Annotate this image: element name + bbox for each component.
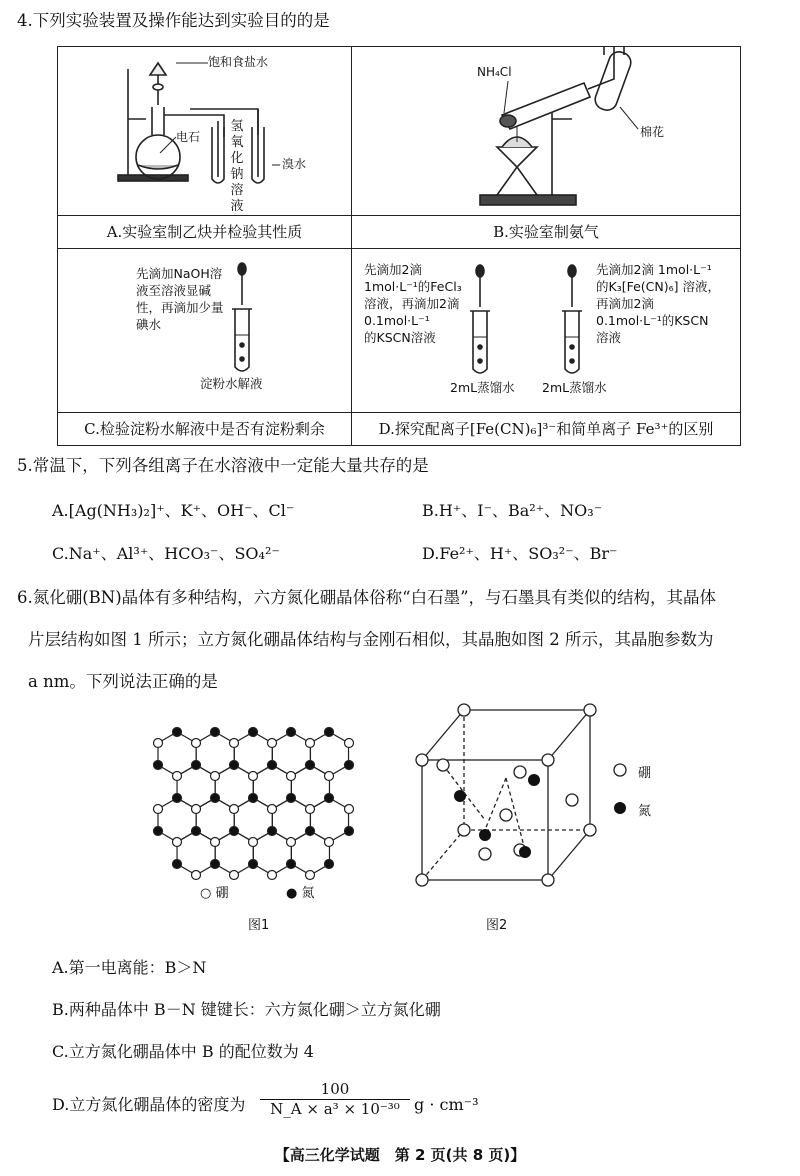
nitrogen-atom bbox=[325, 860, 334, 869]
fig2-legend-nitrogen: 氮 bbox=[638, 804, 652, 819]
hexagon-ring bbox=[215, 831, 253, 875]
q5-option-d: D.Fe²⁺、H⁺、SO₃²⁻、Br⁻ bbox=[422, 544, 618, 563]
boron-atom bbox=[192, 739, 201, 748]
nitrogen-atom bbox=[306, 761, 315, 770]
boron-atom bbox=[268, 805, 277, 814]
boron-atom bbox=[325, 838, 334, 847]
cubic-bn-unit-cell bbox=[410, 700, 670, 900]
nitrogen-atom bbox=[154, 827, 163, 836]
hexagon-ring bbox=[253, 765, 291, 809]
hexagon-ring bbox=[272, 798, 310, 842]
boron-atom bbox=[173, 838, 182, 847]
hexagon-ring bbox=[310, 732, 348, 776]
boron-atom bbox=[192, 805, 201, 814]
hexagon-ring bbox=[272, 732, 310, 776]
nitrogen-atom bbox=[211, 860, 220, 869]
q6-option-b: B.两种晶体中 B－N 键键长：六方氮化硼＞立方氮化硼 bbox=[52, 1000, 441, 1019]
q5-option-b: B.H⁺、I⁻、Ba²⁺、NO₃⁻ bbox=[422, 501, 603, 520]
note-d-fecl3: 先滴加2滴 1mol·L⁻¹的FeCl₃ 溶液，再滴加2滴 0.1mol·L⁻¹ 的KSCN溶液 bbox=[364, 262, 462, 345]
boron-atom bbox=[230, 739, 239, 748]
nitrogen-atom bbox=[211, 728, 220, 737]
boron-atom bbox=[287, 838, 296, 847]
caption-d: D.探究配离子[Fe(CN)₆]³⁻和简单离子 Fe³⁺的区别 bbox=[352, 412, 740, 445]
nitrogen-atom bbox=[268, 761, 277, 770]
nitrogen-atom bbox=[325, 728, 334, 737]
figure-d-iron-complex bbox=[352, 249, 740, 412]
density-fraction bbox=[260, 1080, 410, 1118]
nitrogen-atom bbox=[345, 761, 354, 770]
boron-atom bbox=[249, 838, 258, 847]
label-cotton: 棉花 bbox=[640, 125, 665, 139]
boron-atom bbox=[249, 772, 258, 781]
fig2-caption: 图2 bbox=[486, 918, 508, 933]
hexagon-ring bbox=[310, 798, 348, 842]
label-nh4cl: NH₄Cl bbox=[477, 65, 512, 79]
nitrogen-atom bbox=[268, 827, 277, 836]
hexagon-ring bbox=[196, 732, 234, 776]
boron-atom bbox=[192, 871, 201, 880]
fig2-legend-boron: 硼 bbox=[638, 766, 652, 781]
label-starch-hydrolysate: 淀粉水解液 bbox=[200, 376, 263, 391]
label-saturated-brine: 饱和食盐水 bbox=[208, 55, 269, 69]
boron-atom bbox=[306, 871, 315, 880]
figure-c-starch bbox=[58, 249, 351, 412]
nitrogen-atom bbox=[306, 827, 315, 836]
boron-atom bbox=[173, 772, 182, 781]
label-distilled-water-2: 2mL蒸馏水 bbox=[542, 380, 607, 395]
boron-atom bbox=[154, 739, 163, 748]
caption-a: A.实验室制乙炔并检验其性质 bbox=[58, 215, 351, 248]
hexagon-ring bbox=[234, 732, 272, 776]
label-naoh-solution: 氢氧化钠溶液 bbox=[230, 119, 244, 214]
nitrogen-atom bbox=[154, 761, 163, 770]
hexagon-ring bbox=[177, 765, 215, 809]
ammonia-apparatus-drawing bbox=[352, 47, 742, 215]
boron-atom bbox=[325, 772, 334, 781]
nitrogen-atom bbox=[287, 728, 296, 737]
density-denominator: N_A × a³ × 10⁻³⁰ bbox=[260, 1099, 410, 1118]
q5-option-a: A.[Ag(NH₃)₂]⁺、K⁺、OH⁻、Cl⁻ bbox=[52, 501, 295, 520]
hexagonal-bn-lattice bbox=[140, 712, 375, 902]
q6-stem-line1: 6.氮化硼(BN)晶体有多种结构，六方氮化硼晶体俗称“白石墨”，与石墨具有类似的结构，其晶体 bbox=[17, 588, 717, 607]
boron-atom bbox=[230, 805, 239, 814]
nitrogen-atom bbox=[173, 860, 182, 869]
fig1-legend-nitrogen: ● 氮 bbox=[286, 886, 315, 901]
note-d-ferricyanide: 先滴加2滴 1mol·L⁻¹ 的K₃[Fe(CN)₆] 溶液， 再滴加2滴 0.1mol·L⁻¹的KSCN 溶液 bbox=[596, 262, 720, 345]
label-distilled-water-1: 2mL蒸馏水 bbox=[450, 380, 515, 395]
q5-option-c: C.Na⁺、Al³⁺、HCO₃⁻、SO₄²⁻ bbox=[52, 544, 280, 563]
q6-option-c: C.立方氮化硼晶体中 B 的配位数为 4 bbox=[52, 1042, 314, 1061]
boron-atom bbox=[268, 871, 277, 880]
nitrogen-atom bbox=[211, 794, 220, 803]
fig1-legend-boron: ○ 硼 bbox=[200, 886, 229, 901]
fig1-caption: 图1 bbox=[248, 918, 270, 933]
nitrogen-atom bbox=[287, 860, 296, 869]
boron-atom bbox=[211, 838, 220, 847]
boron-atom bbox=[306, 739, 315, 748]
nitrogen-atom bbox=[230, 827, 239, 836]
density-unit: g · cm⁻³ bbox=[414, 1095, 479, 1114]
q6-stem-line3: a nm。下列说法正确的是 bbox=[28, 672, 218, 691]
nitrogen-atom bbox=[249, 860, 258, 869]
hexagon-ring bbox=[196, 798, 234, 842]
page-footer: 【高三化学试题 第 2 页(共 8 页)】 bbox=[274, 1146, 526, 1164]
figure-a-acetylene bbox=[58, 47, 351, 215]
boron-atom bbox=[211, 772, 220, 781]
caption-b: B.实验室制氨气 bbox=[352, 215, 740, 248]
figure-b-ammonia bbox=[352, 47, 740, 215]
nitrogen-atom bbox=[173, 728, 182, 737]
hexagon-ring bbox=[177, 831, 215, 875]
q6-stem-line2: 片层结构如图 1 所示；立方氮化硼晶体结构与金刚石相似，其晶胞如图 2 所示，其晶胞参数为 bbox=[28, 630, 714, 649]
hexagon-ring bbox=[253, 831, 291, 875]
boron-atom bbox=[345, 805, 354, 814]
nitrogen-atom bbox=[249, 794, 258, 803]
caption-c: C.检验淀粉水解液中是否有淀粉剩余 bbox=[58, 412, 351, 445]
q4-experiment-table bbox=[57, 46, 741, 446]
boron-atom bbox=[287, 772, 296, 781]
hexagon-ring bbox=[234, 798, 272, 842]
nitrogen-atom bbox=[230, 761, 239, 770]
hexagon-ring bbox=[291, 765, 329, 809]
boron-atom bbox=[154, 805, 163, 814]
boron-atom bbox=[306, 805, 315, 814]
nitrogen-atom bbox=[192, 827, 201, 836]
label-bromine-water: 溴水 bbox=[282, 157, 307, 171]
note-c: 先滴加NaOH溶液至溶液显碱性，再滴加少量碘水 bbox=[136, 266, 224, 332]
q6-option-d-prefix: D.立方氮化硼晶体的密度为 bbox=[52, 1095, 246, 1114]
nitrogen-atom bbox=[192, 761, 201, 770]
nitrogen-atom bbox=[173, 794, 182, 803]
nitrogen-atom bbox=[345, 827, 354, 836]
hexagon-ring bbox=[158, 798, 196, 842]
q5-stem: 5.常温下，下列各组离子在水溶液中一定能大量共存的是 bbox=[17, 456, 429, 475]
hexagon-ring bbox=[215, 765, 253, 809]
boron-atom bbox=[230, 871, 239, 880]
label-calcium-carbide: 电石 bbox=[176, 130, 201, 144]
hexagon-ring bbox=[158, 732, 196, 776]
nitrogen-atom bbox=[287, 794, 296, 803]
q4-stem: 4.下列实验装置及操作能达到实验目的的是 bbox=[17, 11, 330, 30]
boron-atom bbox=[268, 739, 277, 748]
q6-option-a: A.第一电离能：B＞N bbox=[52, 958, 207, 977]
boron-atom bbox=[345, 739, 354, 748]
acetylene-apparatus-drawing bbox=[58, 47, 351, 215]
nitrogen-atom bbox=[249, 728, 258, 737]
hexagon-ring bbox=[291, 831, 329, 875]
nitrogen-atom bbox=[325, 794, 334, 803]
density-numerator: 100 bbox=[320, 1080, 350, 1098]
